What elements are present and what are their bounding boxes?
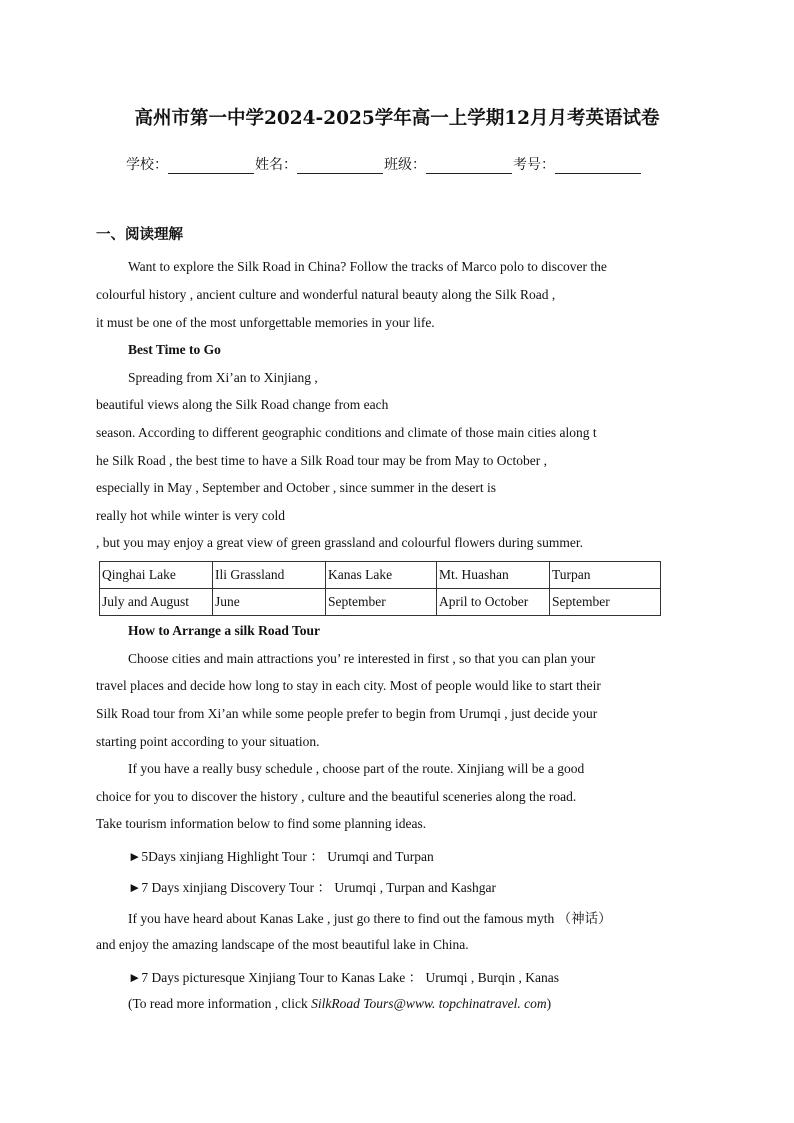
table-cell: Turpan [550, 562, 661, 589]
best-time-line: he Silk Road , the best time to have a Silk Road tour may be from May to October , [96, 453, 548, 468]
table-cell: June [213, 589, 326, 616]
tour-item: ►7 Days xinjiang Discovery Tour ： Urumqi , Turpan and Kashgar [128, 880, 497, 895]
table-cell: September [326, 589, 437, 616]
kanas-line: and enjoy the amazing landscape of the most beautiful lake in China. [96, 937, 469, 952]
school-blank[interactable] [168, 157, 254, 174]
tour-item: ►5Days xinjiang Highlight Tour ： Urumqi and Turpan [128, 849, 434, 864]
arrange-line: Silk Road tour from Xi’an while some people prefer to begin from Urumqi , just decide your [96, 706, 598, 721]
class-label: 班级： [384, 157, 426, 173]
busy-line: choice for you to discover the history , culture and the beautiful sceneries along the road. [96, 789, 577, 804]
arrange-line: Choose cities and main attractions you’ re interested in first , so that you can plan your [128, 651, 596, 666]
more-info-line [128, 996, 551, 1012]
student-info-row [126, 154, 642, 174]
more-info-prefix: (To read more information , click [128, 996, 312, 1011]
best-time-heading: Best Time to Go [128, 342, 221, 357]
busy-line: If you have a really busy schedule , choose part of the route. Xinjiang will be a good [128, 761, 585, 776]
table-cell: Kanas Lake [326, 562, 437, 589]
table-cell: July and August [100, 589, 213, 616]
best-time-table [99, 561, 661, 616]
busy-line: Take tourism information below to find some planning ideas. [96, 816, 427, 831]
name-blank[interactable] [297, 157, 383, 174]
intro-line: Want to explore the Silk Road in China? Follow the tracks of Marco polo to discover the [128, 259, 607, 274]
exam-title: 高州市第一中学2024-2025学年高一上学期12月月考英语试卷 [134, 108, 660, 129]
best-time-line: , but you may enjoy a great view of green grassland and colourful flowers during summer. [96, 535, 583, 550]
exam-number-label: 考号： [513, 157, 555, 173]
best-time-line: really hot while winter is very cold [96, 508, 285, 523]
kanas-line: If you have heard about Kanas Lake , just go there to find out the famous myth （神话） [128, 911, 612, 926]
table-cell: April to October [437, 589, 550, 616]
tour-item: ►7 Days picturesque Xinjiang Tour to Kanas Lake ： Urumqi , Burqin , Kanas [128, 970, 559, 985]
table-row [100, 589, 661, 616]
section-heading: 一、阅读理解 [96, 227, 183, 243]
exam-number-blank[interactable] [555, 157, 641, 174]
arrange-line: travel places and decide how long to stay in each city. Most of people would like to start their [96, 678, 601, 693]
best-time-line: beautiful views along the Silk Road change from each [96, 397, 389, 412]
name-label: 姓名： [255, 157, 297, 173]
intro-line: it must be one of the most unforgettable memories in your life. [96, 315, 435, 330]
school-label: 学校： [126, 157, 168, 173]
table-cell: Ili Grassland [213, 562, 326, 589]
best-time-line: Spreading from Xi’an to Xinjiang , [128, 370, 318, 385]
more-info-link[interactable]: SilkRoad Tours@www. topchinatravel. com [311, 996, 547, 1011]
best-time-line: season. According to different geographic conditions and climate of those main cities along t [96, 425, 597, 440]
arrange-line: starting point according to your situation. [96, 734, 320, 749]
best-time-line: especially in May , September and October , since summer in the desert is [96, 480, 497, 495]
class-blank[interactable] [426, 157, 512, 174]
table-cell: Mt. Huashan [437, 562, 550, 589]
intro-line: colourful history , ancient culture and wonderful natural beauty along the Silk Road , [96, 287, 556, 302]
table-row [100, 562, 661, 589]
table-cell: September [550, 589, 661, 616]
table-cell: Qinghai Lake [100, 562, 213, 589]
arrange-heading: How to Arrange a silk Road Tour [128, 623, 321, 638]
more-info-suffix: ) [546, 996, 552, 1011]
